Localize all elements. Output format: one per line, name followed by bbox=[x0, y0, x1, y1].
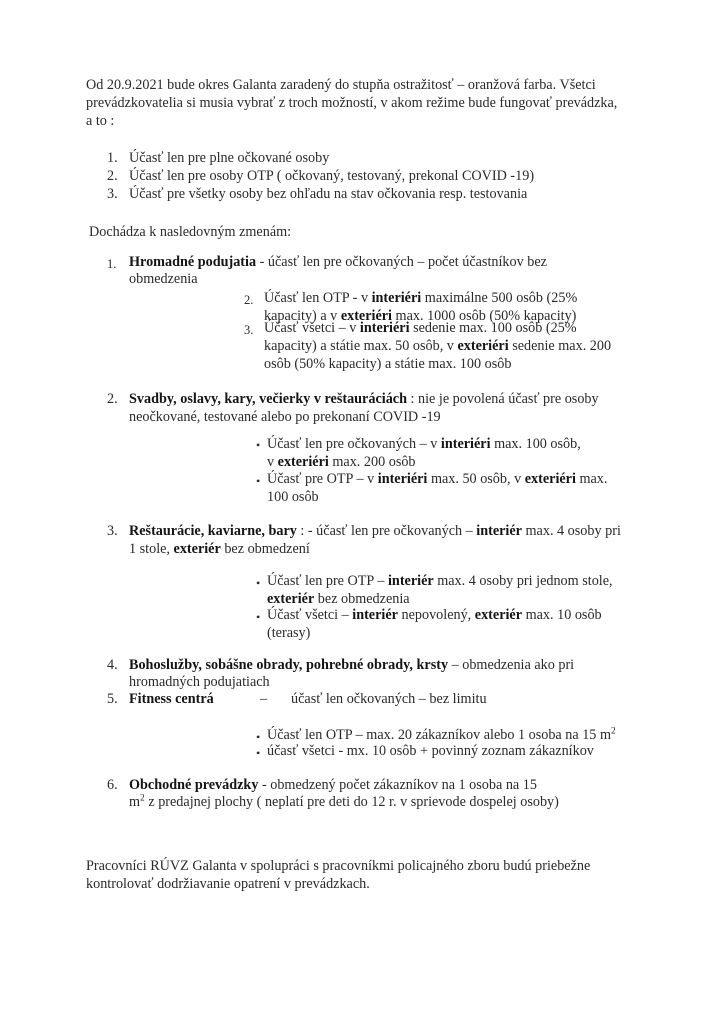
section-number: 1. bbox=[107, 257, 117, 271]
bullet-line: Účasť všetci – interiér nepovolený, exteriér max. 10 osôb bbox=[267, 607, 602, 623]
bullet-line: (terasy) bbox=[267, 625, 311, 641]
subitem-line: Účasť všetci – v interiéri sedenie max. 100 osôb (25% bbox=[264, 320, 577, 336]
bullet-icon: • bbox=[256, 730, 261, 744]
section-title: Hromadné podujatia bbox=[129, 254, 257, 270]
option-text: Účasť pre všetky osoby bez ohľadu na stav očkovania resp. testovania bbox=[129, 186, 528, 202]
subitem-line: osôb (50% kapacity) a státie max. 100 osôb bbox=[264, 356, 512, 372]
section-title: Svadby, oslavy, kary, večierky v reštauráciách bbox=[129, 391, 407, 407]
bullet-line: 100 osôb bbox=[267, 489, 319, 505]
subitem-number: 3. bbox=[244, 323, 254, 337]
section-line-1: Svadby, oslavy, kary, večierky v reštauráciách : nie je povolená účasť pre osoby bbox=[129, 391, 599, 407]
bullet-line: Účasť len OTP – max. 20 zákazníkov alebo 1 osoba na 15 $m^2$ bbox=[267, 726, 616, 743]
intro-line-2: prevádzkovatelia si musia vybrať z troch možností, v akom režime bude fungovať prevádzka, bbox=[86, 95, 618, 111]
section-number: 5. bbox=[107, 691, 118, 707]
changes-heading: Dochádza k nasledovným zmenám: bbox=[89, 224, 292, 240]
section-title: Fitness centrá bbox=[129, 691, 214, 707]
bullet-line: v exteriéri max. 200 osôb bbox=[267, 454, 416, 470]
subitem-line: kapacity) a státie max. 50 osôb, v exteriéri sedenie max. 200 bbox=[264, 338, 612, 354]
section-line-2: $m^2$ z predajnej plochy ( neplatí pre deti do 12 r. v sprievode dospelej osoby) bbox=[129, 793, 559, 810]
footer-line-2: kontrolovať dodržiavanie opatrení v prevádzkach. bbox=[86, 876, 370, 892]
option-number: 3. bbox=[107, 186, 118, 202]
bullet-icon: • bbox=[256, 576, 261, 590]
footer-line-1: Pracovníci RÚVZ Galanta v spolupráci s pracovníkmi policajného zboru budú priebežne bbox=[86, 858, 591, 874]
section-title: Reštaurácie, kaviarne, bary bbox=[129, 523, 297, 539]
option-number: 2. bbox=[107, 168, 118, 184]
section-number: 3. bbox=[107, 523, 118, 539]
subitem-line: kapacity) a v exteriéri max. 1000 osôb (50% kapacity) bbox=[264, 308, 577, 324]
bullet-line: Účasť pre OTP – v interiéri max. 50 osôb, v exteriéri max. bbox=[267, 471, 608, 487]
section-line-1: Bohoslužby, sobášne obrady, pohrebné obrady, krsty – obmedzenia ako pri bbox=[129, 657, 575, 673]
option-text: Účasť len pre osoby OTP ( očkovaný, testovaný, prekonal COVID -19) bbox=[129, 168, 535, 184]
option-number: 1. bbox=[107, 150, 118, 166]
bullet-icon: • bbox=[256, 474, 261, 488]
section-dash: – bbox=[260, 691, 268, 707]
section-line-1: účasť len očkovaných – bez limitu bbox=[291, 691, 487, 707]
bullet-icon: • bbox=[256, 438, 261, 452]
bullet-line: Účasť len pre OTP – interiér max. 4 osoby pri jednom stole, bbox=[267, 573, 613, 589]
section-number: 2. bbox=[107, 391, 118, 407]
subitem-line: Účasť len OTP - v interiéri maximálne 500 osôb (25% bbox=[264, 290, 578, 306]
section-line-2: 1 stole, exteriér bez obmedzení bbox=[129, 541, 310, 557]
bullet-icon: • bbox=[256, 746, 261, 760]
section-number: 4. bbox=[107, 657, 118, 673]
section-line-2: neočkované, testované alebo po prekonaní COVID -19 bbox=[129, 409, 441, 425]
section-line-1: Obchodné prevádzky - obmedzený počet zákazníkov na 1 osoba na 15 bbox=[129, 777, 537, 793]
bullet-icon: • bbox=[256, 610, 261, 624]
section-line-2: obmedzenia bbox=[129, 271, 198, 287]
section-title: Bohoslužby, sobášne obrady, pohrebné obrady, krsty bbox=[129, 657, 449, 673]
intro-line-3: a to : bbox=[86, 113, 115, 129]
bullet-line: Účasť len pre očkovaných – v interiéri max. 100 osôb, bbox=[267, 436, 581, 452]
bullet-line: exteriér bez obmedzenia bbox=[267, 591, 410, 607]
subitem-number: 2. bbox=[244, 293, 254, 307]
section-line-2: hromadných podujatiach bbox=[129, 674, 270, 690]
option-text: Účasť len pre plne očkované osoby bbox=[129, 150, 330, 166]
section-line-1: Reštaurácie, kaviarne, bary : - účasť len pre očkovaných – interiér max. 4 osoby pri bbox=[129, 523, 621, 539]
section-number: 6. bbox=[107, 777, 118, 793]
section-line-1: Hromadné podujatia - účasť len pre očkovaných – počet účastníkov bez bbox=[129, 254, 547, 270]
section-title: Obchodné prevádzky bbox=[129, 777, 259, 793]
intro-line-1: Od 20.9.2021 bude okres Galanta zaradený do stupňa ostražitosť – oranžová farba. Všetci bbox=[86, 77, 596, 93]
bullet-line: účasť všetci - mx. 10 osôb + povinný zoznam zákazníkov bbox=[267, 743, 594, 759]
